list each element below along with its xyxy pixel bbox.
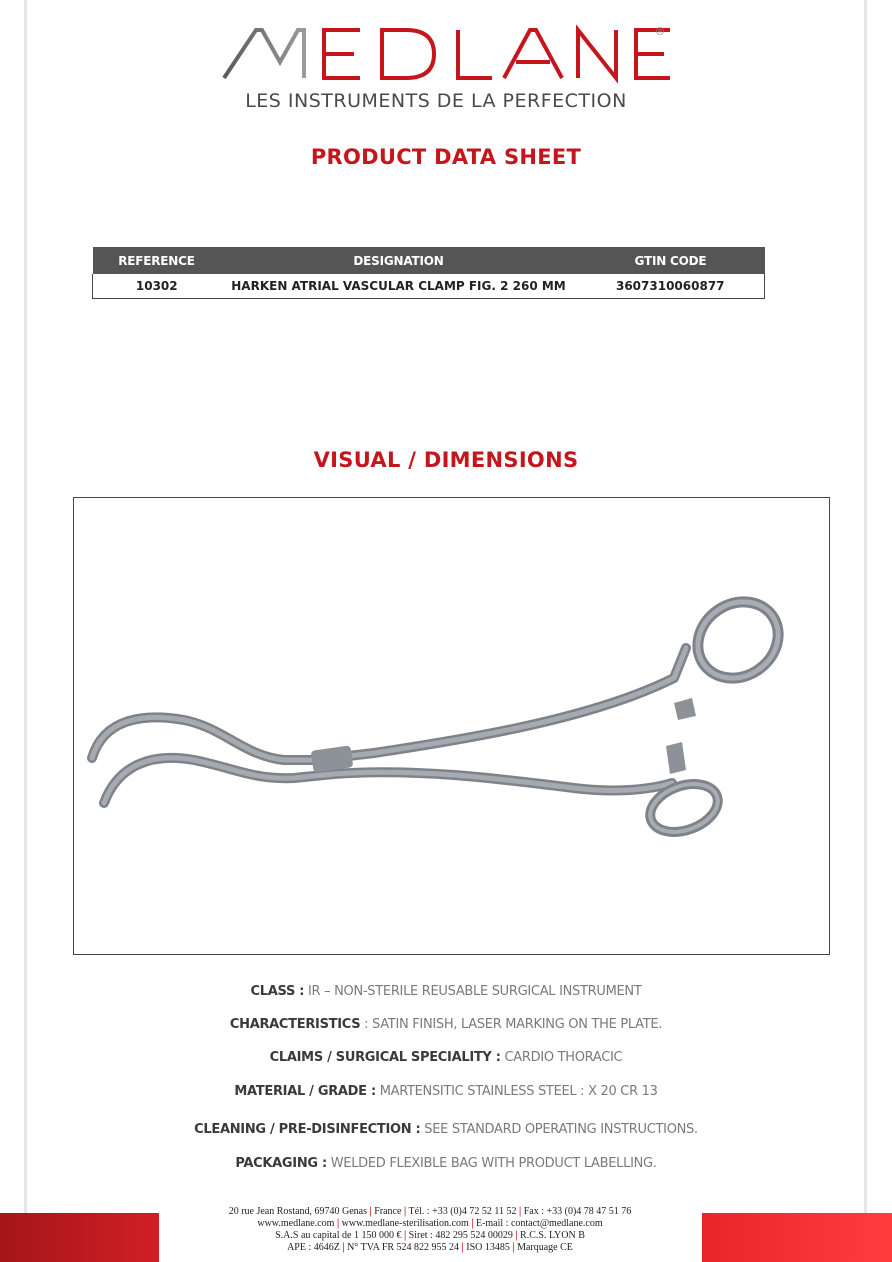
footer-rcs: R.C.S. LYON B	[520, 1230, 585, 1241]
spec-value: SEE STANDARD OPERATING INSTRUCTIONS.	[420, 1122, 698, 1137]
spec-value: IR – NON-STERILE REUSABLE SURGICAL INSTRUMENT	[304, 984, 642, 999]
spec-packaging	[0, 1156, 892, 1171]
spec-class	[0, 984, 892, 999]
right-border-line	[864, 0, 867, 1215]
footer-vat: N° TVA FR 524 822 955 24	[347, 1242, 460, 1253]
footer-ape: APE : 4646Z	[287, 1242, 340, 1253]
header-gtin: GTIN CODE	[577, 247, 765, 274]
registered-mark: ®	[656, 26, 665, 38]
footer-address: 20 rue Jean Rostand, 69740 Genas	[228, 1206, 368, 1217]
spec-label: MATERIAL / GRADE :	[234, 1084, 376, 1099]
product-data-sheet-title: PRODUCT DATA SHEET	[310, 145, 582, 169]
cell-gtin: 3607310060877	[577, 274, 765, 299]
footer-capital: S.A.S au capital de 1 150 000 €	[275, 1230, 402, 1241]
footer-email[interactable]: E-mail : contact@medlane.com	[475, 1218, 603, 1229]
footer-phone: Tél. : +33 (0)4 72 52 11 52	[408, 1206, 517, 1217]
cell-reference: 10302	[93, 274, 221, 299]
spec-claims	[0, 1050, 892, 1065]
footer-country: France	[374, 1206, 402, 1217]
footer-line-legal: S.A.S au capital de 1 150 000 € | Siret : 482 295 524 00029 | R.C.S. LYON B	[275, 1230, 585, 1241]
spec-value: CARDIO THORACIC	[500, 1050, 623, 1065]
brand-tagline: LES INSTRUMENTS DE LA PERFECTION	[245, 90, 627, 112]
visual-dimensions-title: VISUAL / DIMENSIONS	[313, 448, 579, 472]
spec-characteristics	[0, 1017, 892, 1032]
spec-label: PACKAGING :	[235, 1156, 327, 1171]
table-row	[93, 274, 765, 299]
footer-accent-left	[0, 1213, 159, 1262]
footer-line-web: www.medlane.com | www.medlane-sterilisation.com | E-mail : contact@medlane.com	[257, 1218, 603, 1229]
footer-website[interactable]: www.medlane.com	[257, 1218, 335, 1229]
spec-label: CLASS :	[250, 984, 305, 999]
footer-line-registration: APE : 4646Z | N° TVA FR 524 822 955 24 | ISO 13485 | Marquage CE	[287, 1242, 573, 1253]
footer-website-sterilisation[interactable]: www.medlane-sterilisation.com	[341, 1218, 469, 1229]
spec-value: : SATIN FINISH, LASER MARKING ON THE PLATE.	[360, 1017, 663, 1032]
footer-ce: Marquage CE	[517, 1242, 573, 1253]
spec-material	[0, 1084, 892, 1099]
medlane-logo	[220, 22, 680, 84]
footer-fax: Fax : +33 (0)4 78 47 51 76	[523, 1206, 632, 1217]
table-header-row	[93, 247, 765, 274]
spec-value: MARTENSITIC STAINLESS STEEL : X 20 CR 13	[375, 1084, 658, 1099]
header-reference: REFERENCE	[93, 247, 221, 274]
footer-iso: ISO 13485	[466, 1242, 510, 1253]
product-visual-frame	[73, 497, 830, 955]
cell-designation: HARKEN ATRIAL VASCULAR CLAMP FIG. 2 260 MM	[221, 274, 577, 299]
footer-accent-right	[702, 1213, 892, 1262]
spec-value: WELDED FLEXIBLE BAG WITH PRODUCT LABELLING.	[326, 1156, 657, 1171]
spec-label: CHARACTERISTICS	[229, 1017, 361, 1032]
clamp-image	[74, 498, 831, 956]
footer-line-address: 20 rue Jean Rostand, 69740 Genas | France | Tél. : +33 (0)4 72 52 11 52 | Fax : +33 (0)4 78 47 51 76	[228, 1206, 632, 1217]
company-footer	[160, 1206, 700, 1254]
left-border-line	[24, 0, 27, 1215]
spec-cleaning	[0, 1122, 892, 1137]
spec-label: CLAIMS / SURGICAL SPECIALITY :	[269, 1050, 501, 1065]
spec-label: CLEANING / PRE-DISINFECTION :	[194, 1122, 421, 1137]
header-designation: DESIGNATION	[221, 247, 577, 274]
footer-siret: Siret : 482 295 524 00029	[408, 1230, 513, 1241]
reference-table	[92, 247, 765, 299]
